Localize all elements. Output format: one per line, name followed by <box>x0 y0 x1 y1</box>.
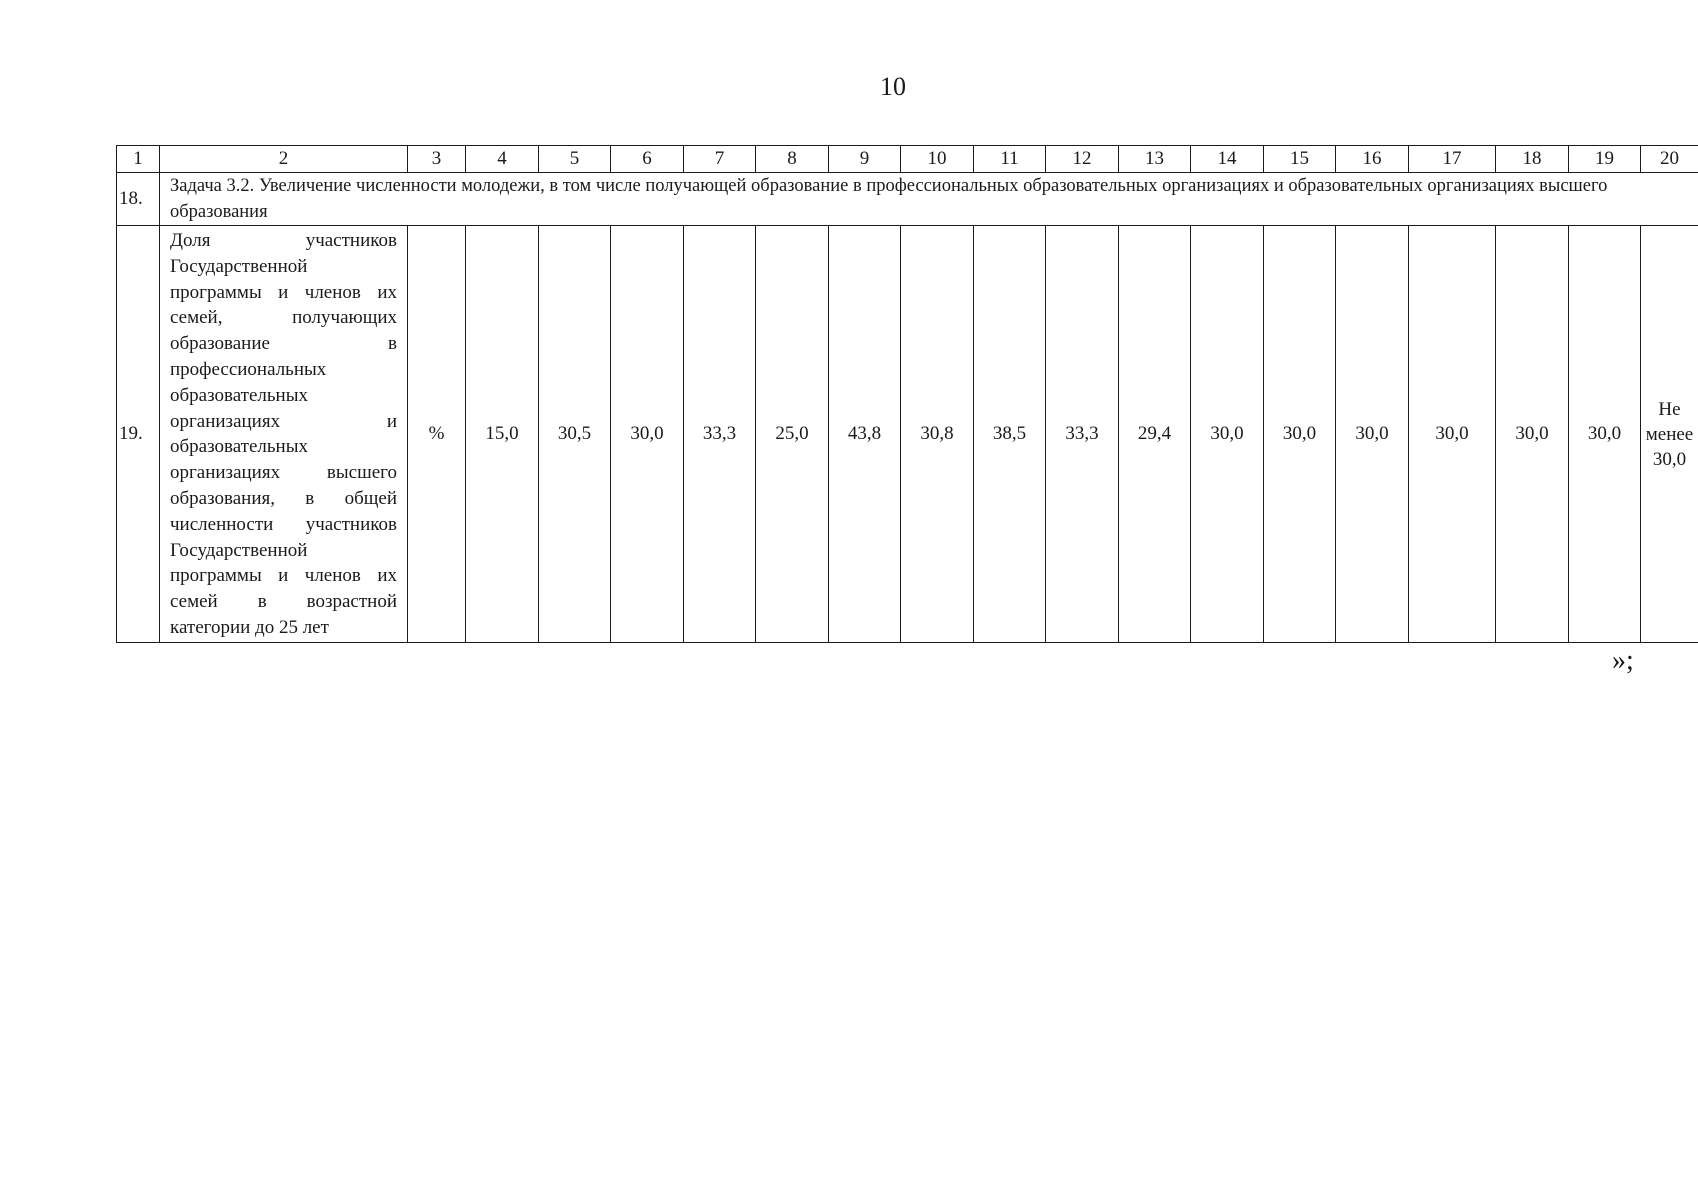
indicator-value: 33,3 <box>1046 226 1119 643</box>
indicator-value: 25,0 <box>756 226 829 643</box>
indicator-value: 30,8 <box>901 226 974 643</box>
header-cell: 11 <box>974 146 1046 173</box>
task-description: Задача 3.2. Увеличение численности молодежи, в том числе получающей образование в профессиональных образовательных организациях и образовательных организациях высшего образования <box>160 173 1698 226</box>
indicator-value: 30,0 <box>1336 226 1409 643</box>
indicator-value: 15,0 <box>466 226 539 643</box>
page-number: 10 <box>880 72 906 101</box>
target-line: менее <box>1645 423 1694 445</box>
indicator-value: 30,0 <box>611 226 684 643</box>
header-cell: 10 <box>901 146 974 173</box>
closing-quote-mark: »; <box>1612 645 1634 676</box>
header-cell: 18 <box>1496 146 1569 173</box>
header-cell: 4 <box>466 146 539 173</box>
indicator-value: 30,0 <box>1191 226 1264 643</box>
header-cell: 13 <box>1119 146 1191 173</box>
task-row <box>117 173 1698 226</box>
header-cell: 2 <box>160 146 408 173</box>
header-cell: 9 <box>829 146 901 173</box>
indicator-value: 30,0 <box>1264 226 1336 643</box>
indicator-value: 30,5 <box>539 226 611 643</box>
header-cell: 6 <box>611 146 684 173</box>
task-row-number: 18. <box>117 173 160 226</box>
indicator-value: 38,5 <box>974 226 1046 643</box>
indicator-row-number: 19. <box>117 226 160 643</box>
indicator-value: 30,0 <box>1496 226 1569 643</box>
target-line: Не <box>1658 398 1681 420</box>
indicator-unit: % <box>408 226 466 643</box>
column-number-row <box>117 146 1698 173</box>
indicator-target-value <box>1641 226 1698 643</box>
indicator-value: 33,3 <box>684 226 756 643</box>
header-cell: 7 <box>684 146 756 173</box>
header-cell: 8 <box>756 146 829 173</box>
indicator-value: 30,0 <box>1409 226 1496 643</box>
header-cell: 15 <box>1264 146 1336 173</box>
header-cell: 14 <box>1191 146 1264 173</box>
indicators-table <box>116 145 1698 643</box>
header-cell: 19 <box>1569 146 1641 173</box>
indicator-value: 29,4 <box>1119 226 1191 643</box>
header-cell: 5 <box>539 146 611 173</box>
indicator-row <box>117 226 1698 643</box>
indicator-description: Доля участников Государственной программы и членов их семей, получающих образование в профессиональных образовательных организациях и образовательных организациях высшего образования, в общей численности участников Государственной программы и членов их семей в возрастной категории до 25 лет <box>160 226 408 643</box>
header-cell: 3 <box>408 146 466 173</box>
header-cell: 16 <box>1336 146 1409 173</box>
header-cell: 17 <box>1409 146 1496 173</box>
header-cell: 20 <box>1641 146 1698 173</box>
indicator-value: 30,0 <box>1569 226 1641 643</box>
header-cell: 12 <box>1046 146 1119 173</box>
target-line: 30,0 <box>1652 448 1687 470</box>
header-cell: 1 <box>117 146 160 173</box>
indicator-value: 43,8 <box>829 226 901 643</box>
